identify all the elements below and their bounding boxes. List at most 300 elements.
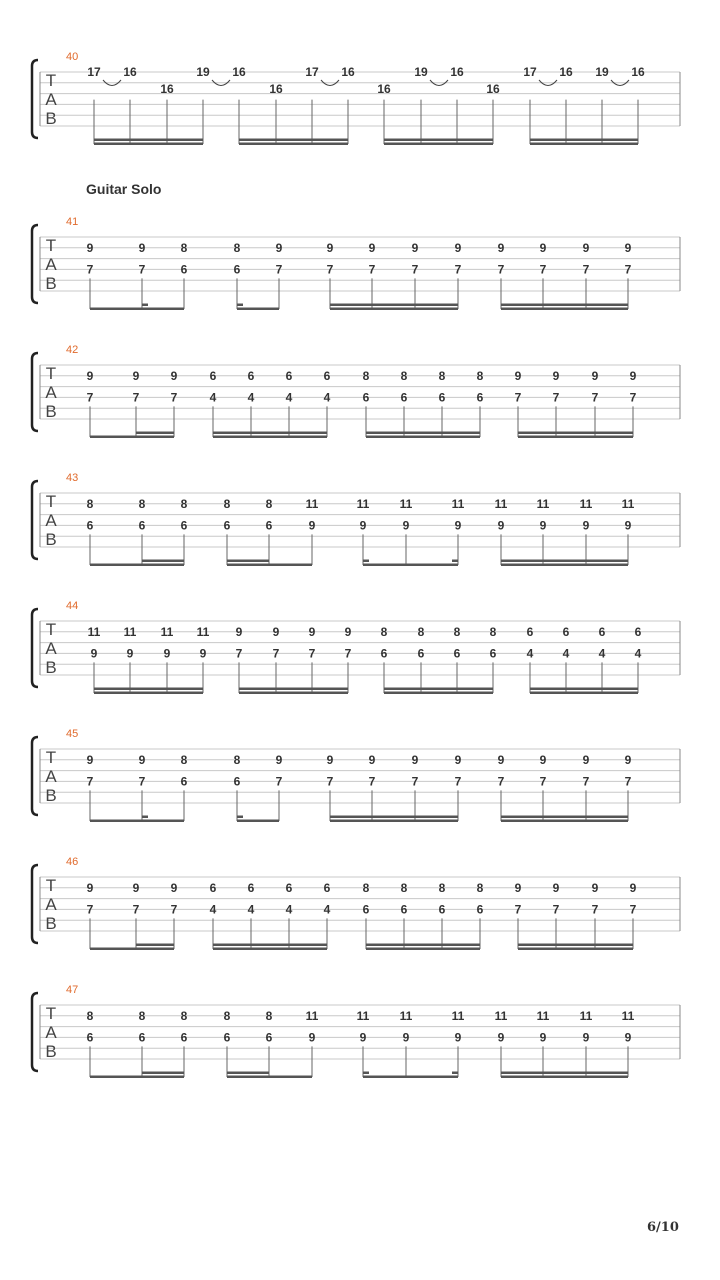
tab-note-string-2: 8	[438, 368, 446, 383]
tab-note-string-4: 6	[362, 390, 370, 405]
tab-note-string-2: 11	[579, 496, 593, 511]
beam-secondary	[330, 816, 458, 819]
tab-note: 16	[486, 81, 500, 96]
tab-note-string-4: 7	[138, 262, 146, 277]
beam-secondary	[213, 432, 327, 435]
beam	[501, 1076, 628, 1079]
tab-note-string-4: 6	[453, 646, 461, 661]
tab-note-string-4: 7	[275, 262, 283, 277]
beam-stub	[142, 816, 148, 819]
system-bracket	[32, 737, 38, 815]
tab-note-string-4: 7	[368, 774, 376, 789]
tab-system-47	[32, 984, 680, 1078]
tab-note-string-4: 6	[476, 902, 484, 917]
tab-note-string-2: 9	[411, 752, 419, 767]
beam-secondary	[530, 688, 638, 691]
tab-system-44	[32, 600, 680, 694]
tab-system-40	[32, 51, 680, 145]
tab-note-string-2: 6	[247, 368, 255, 383]
tab-note-string-4: 7	[86, 902, 94, 917]
tab-note-string-4: 7	[591, 390, 599, 405]
tab-note-string-2: 6	[285, 880, 293, 895]
tab-clef-letter: A	[45, 767, 57, 786]
tab-note: 16	[160, 81, 174, 96]
tab-clef-letter: T	[45, 876, 57, 895]
tab-note: 16	[559, 65, 573, 79]
tab-clef-letter: A	[45, 90, 57, 109]
tab-note-string-2: 8	[223, 1008, 231, 1023]
tab-note-string-4: 6	[380, 646, 388, 661]
tab-note: 16	[631, 65, 645, 79]
tab-note-string-2: 11	[494, 496, 508, 511]
tab-note-string-2: 9	[539, 752, 547, 767]
tab-note-string-2: 9	[454, 240, 462, 255]
tab-note-string-2: 9	[514, 880, 522, 895]
tab-note-string-2: 9	[514, 368, 522, 383]
beam	[501, 564, 628, 567]
tab-note-string-2: 8	[362, 368, 370, 383]
tab-note-string-2: 6	[526, 624, 534, 639]
tab-note-string-2: 6	[247, 880, 255, 895]
tab-note-string-4: 7	[132, 390, 140, 405]
section-label-guitar-solo: Guitar Solo	[86, 181, 162, 197]
tab-note-string-4: 9	[126, 646, 134, 661]
beam-secondary	[330, 304, 458, 307]
tab-note-string-2: 9	[411, 240, 419, 255]
system-bracket	[32, 225, 38, 303]
tab-note-string-4: 7	[624, 774, 632, 789]
tab-note-string-2: 11	[196, 624, 210, 639]
tab-note-string-2: 11	[87, 624, 101, 639]
tab-note-string-4: 9	[582, 518, 590, 533]
tab-note: 17	[523, 65, 537, 79]
tab-note-string-4: 9	[163, 646, 171, 661]
tab-note-string-4: 4	[247, 902, 255, 917]
tab-note-string-4: 9	[199, 646, 207, 661]
tab-note: 17	[305, 65, 319, 79]
beam-secondary	[142, 1072, 184, 1075]
tab-note-string-4: 7	[582, 262, 590, 277]
tab-note-string-2: 6	[562, 624, 570, 639]
tab-note-string-2: 11	[536, 1008, 550, 1023]
beam	[518, 948, 633, 951]
tab-note-string-2: 9	[170, 880, 178, 895]
tab-note-string-2: 8	[180, 752, 188, 767]
tab-clef-letter: T	[45, 620, 57, 639]
tab-note-string-2: 8	[86, 1008, 94, 1023]
tab-note-string-4: 9	[582, 1030, 590, 1045]
tab-note-string-2: 9	[629, 880, 637, 895]
tab-note-string-2: 6	[323, 368, 331, 383]
tab-clef-letter: T	[45, 1004, 57, 1023]
beam	[363, 1076, 458, 1079]
tab-system-41	[32, 216, 680, 310]
tab-note-string-2: 6	[285, 368, 293, 383]
tab-note-string-2: 9	[86, 880, 94, 895]
tab-clef-letter: A	[45, 511, 57, 530]
tab-note-string-4: 7	[326, 262, 334, 277]
tab-note-string-4: 7	[514, 390, 522, 405]
tab-note-string-4: 7	[629, 902, 637, 917]
tab-note-string-2: 6	[209, 880, 217, 895]
tab-note-string-4: 9	[497, 518, 505, 533]
tab-note-string-4: 7	[454, 262, 462, 277]
tab-note-string-2: 11	[621, 1008, 635, 1023]
tab-note-string-2: 8	[362, 880, 370, 895]
tab-system-43	[32, 472, 680, 566]
tab-note-string-2: 8	[233, 752, 241, 767]
beam	[227, 564, 312, 567]
beam	[90, 820, 184, 823]
tab-note-string-4: 9	[624, 518, 632, 533]
tab-note: 17	[87, 65, 101, 79]
beam-secondary	[530, 139, 638, 142]
tab-note-string-2: 11	[356, 496, 370, 511]
beam	[330, 820, 458, 823]
tab-note-string-4: 7	[624, 262, 632, 277]
tab-note-string-2: 8	[180, 240, 188, 255]
tab-note-string-2: 8	[400, 368, 408, 383]
tab-clef-letter: B	[45, 786, 57, 805]
tab-note-string-4: 7	[552, 390, 560, 405]
tab-note-string-4: 6	[438, 902, 446, 917]
tab-note-string-2: 9	[624, 240, 632, 255]
tab-note-string-2: 11	[451, 1008, 465, 1023]
tab-note-string-4: 7	[539, 774, 547, 789]
beam	[518, 436, 633, 439]
beam-stub	[237, 816, 243, 819]
tab-note-string-4: 7	[86, 774, 94, 789]
tab-note-string-2: 9	[132, 368, 140, 383]
tab-note-string-4: 7	[411, 774, 419, 789]
beam-stub	[452, 1072, 458, 1075]
tab-clef-letter: B	[45, 914, 57, 933]
tab-note-string-4: 6	[180, 774, 188, 789]
tab-note-string-4: 6	[400, 902, 408, 917]
tab-note-string-4: 7	[170, 902, 178, 917]
tab-note-string-2: 9	[454, 752, 462, 767]
tab-note-string-4: 9	[539, 1030, 547, 1045]
tab-note: 19	[595, 65, 609, 79]
tab-note-string-4: 7	[308, 646, 316, 661]
beam	[90, 436, 174, 439]
beam-secondary	[518, 944, 633, 947]
beam-secondary	[501, 1072, 628, 1075]
tab-note-string-2: 11	[356, 1008, 370, 1023]
tab-note-string-2: 9	[497, 240, 505, 255]
tab-note-string-2: 6	[323, 880, 331, 895]
tab-note-string-2: 6	[209, 368, 217, 383]
tab-note-string-4: 9	[624, 1030, 632, 1045]
beam-secondary	[142, 560, 184, 563]
measure-number: 47	[66, 984, 79, 996]
tab-note-string-4: 4	[209, 902, 217, 917]
tab-note-string-4: 7	[552, 902, 560, 917]
tab-note-string-2: 8	[476, 368, 484, 383]
tab-note-string-4: 7	[86, 262, 94, 277]
tab-note-string-4: 7	[497, 262, 505, 277]
system-bracket	[32, 993, 38, 1071]
tab-note-string-4: 7	[454, 774, 462, 789]
tab-note-string-2: 9	[326, 752, 334, 767]
beam	[239, 143, 348, 146]
measure-number: 42	[66, 344, 79, 356]
tab-note: 19	[414, 65, 428, 79]
tab-note-string-2: 8	[400, 880, 408, 895]
beam-stub	[237, 304, 243, 307]
tab-note-string-2: 8	[138, 1008, 146, 1023]
tab-note-string-4: 7	[326, 774, 334, 789]
tab-note-string-2: 11	[305, 496, 319, 511]
tab-note-string-4: 7	[591, 902, 599, 917]
tab-clef-letter: A	[45, 1023, 57, 1042]
tab-note-string-4: 6	[233, 774, 241, 789]
tab-note-string-2: 8	[138, 496, 146, 511]
tab-note-string-2: 9	[582, 240, 590, 255]
tab-clef-letter: T	[45, 236, 57, 255]
tab-note-string-4: 6	[138, 1030, 146, 1045]
tab-note-string-2: 8	[233, 240, 241, 255]
page-number: 6/10	[647, 1220, 679, 1235]
system-bracket	[32, 481, 38, 559]
beam	[90, 948, 174, 951]
beam	[90, 308, 184, 311]
tab-note-string-4: 9	[359, 1030, 367, 1045]
tab-note-string-2: 9	[86, 752, 94, 767]
tab-note-string-2: 8	[417, 624, 425, 639]
tab-clef-letter: A	[45, 383, 57, 402]
tab-note-string-2: 8	[223, 496, 231, 511]
tab-note-string-4: 6	[180, 1030, 188, 1045]
system-bracket	[32, 60, 38, 138]
tab-note: 16	[232, 65, 246, 79]
beam-secondary	[366, 944, 480, 947]
beam	[237, 308, 279, 311]
tab-note-string-2: 9	[591, 368, 599, 383]
tab-note-string-2: 9	[170, 368, 178, 383]
tab-note-string-4: 4	[209, 390, 217, 405]
beam-secondary	[239, 139, 348, 142]
beam-secondary	[384, 688, 493, 691]
tab-note-string-4: 4	[526, 646, 534, 661]
tab-note-string-4: 7	[368, 262, 376, 277]
tab-note-string-4: 7	[344, 646, 352, 661]
tab-note-string-2: 9	[86, 368, 94, 383]
tab-note-string-2: 9	[552, 368, 560, 383]
tab-note-string-4: 7	[629, 390, 637, 405]
tab-note-string-4: 9	[454, 1030, 462, 1045]
measure-number: 44	[66, 600, 79, 612]
tab-note-string-2: 11	[399, 1008, 413, 1023]
tab-clef-letter: A	[45, 639, 57, 658]
beam	[501, 820, 628, 823]
tab-note-string-4: 7	[582, 774, 590, 789]
tab-note-string-4: 9	[454, 518, 462, 533]
tab-note-string-4: 6	[400, 390, 408, 405]
beam	[90, 564, 184, 567]
tab-clef-letter: B	[45, 109, 57, 128]
tab-note-string-2: 8	[265, 1008, 273, 1023]
beam-secondary	[213, 944, 327, 947]
tab-note-string-2: 8	[476, 880, 484, 895]
beam-stub	[363, 560, 369, 563]
tab-note-string-2: 9	[235, 624, 243, 639]
tab-note-string-2: 8	[380, 624, 388, 639]
beam	[530, 143, 638, 146]
measure-number: 40	[66, 51, 79, 63]
beam	[366, 436, 480, 439]
tab-note-string-2: 11	[451, 496, 465, 511]
beam	[330, 308, 458, 311]
tab-note-string-4: 4	[634, 646, 642, 661]
tab-note-string-4: 7	[235, 646, 243, 661]
tab-note-string-4: 9	[402, 1030, 410, 1045]
tab-note-string-4: 6	[180, 262, 188, 277]
tab-note-string-2: 8	[265, 496, 273, 511]
tab-note-string-2: 9	[308, 624, 316, 639]
tab-note-string-2: 9	[86, 240, 94, 255]
tab-clef-letter: B	[45, 530, 57, 549]
beam-secondary	[501, 560, 628, 563]
tab-note-string-4: 9	[402, 518, 410, 533]
tab-note-string-2: 9	[368, 752, 376, 767]
tab-system-45	[32, 728, 680, 822]
tab-note-string-2: 11	[494, 1008, 508, 1023]
beam-secondary	[136, 432, 174, 435]
tab-note-string-4: 6	[233, 262, 241, 277]
tab-note-string-4: 6	[489, 646, 497, 661]
beam	[94, 143, 203, 146]
tab-clef-letter: T	[45, 748, 57, 767]
tab-note: 16	[341, 65, 355, 79]
tab-note-string-2: 9	[344, 624, 352, 639]
tab-note-string-2: 9	[275, 240, 283, 255]
tab-note-string-4: 9	[497, 1030, 505, 1045]
tab-clef-letter: B	[45, 658, 57, 677]
beam-secondary	[518, 432, 633, 435]
beam	[227, 1076, 312, 1079]
tab-note-string-2: 9	[368, 240, 376, 255]
tab-clef-letter: T	[45, 71, 57, 90]
tab-note: 16	[123, 65, 137, 79]
tab-note-string-4: 6	[476, 390, 484, 405]
tab-clef-letter: T	[45, 492, 57, 511]
beam-stub	[142, 304, 148, 307]
tab-clef-letter: T	[45, 364, 57, 383]
beam	[213, 436, 327, 439]
tab-note-string-2: 8	[453, 624, 461, 639]
tab-note-string-4: 6	[138, 518, 146, 533]
tab-clef-letter: A	[45, 255, 57, 274]
tab-note-string-2: 9	[591, 880, 599, 895]
measure-number: 45	[66, 728, 79, 740]
tab-note-string-4: 6	[223, 518, 231, 533]
beam-secondary	[501, 304, 628, 307]
tab-note-string-4: 7	[539, 262, 547, 277]
tab-note-string-2: 8	[86, 496, 94, 511]
tab-note-string-4: 7	[411, 262, 419, 277]
tab-clef-letter: B	[45, 1042, 57, 1061]
tab-note-string-2: 9	[552, 880, 560, 895]
tab-note-string-2: 8	[180, 496, 188, 511]
beam-stub	[452, 560, 458, 563]
beam	[384, 692, 493, 695]
tab-note-string-2: 9	[629, 368, 637, 383]
tab-note-string-4: 6	[417, 646, 425, 661]
tab-note-string-4: 7	[138, 774, 146, 789]
tab-note-string-4: 6	[438, 390, 446, 405]
beam-stub	[363, 1072, 369, 1075]
tab-note-string-2: 11	[305, 1008, 319, 1023]
system-bracket	[32, 865, 38, 943]
tab-note-string-4: 7	[170, 390, 178, 405]
tab-note: 16	[377, 81, 391, 96]
tab-note-string-4: 7	[86, 390, 94, 405]
tab-note-string-4: 7	[272, 646, 280, 661]
measure-number: 43	[66, 472, 79, 484]
tab-note-string-2: 8	[180, 1008, 188, 1023]
tab-note-string-2: 11	[123, 624, 137, 639]
beam	[384, 143, 493, 146]
tab-note-string-4: 4	[323, 390, 331, 405]
beam-secondary	[366, 432, 480, 435]
measure-number: 46	[66, 856, 79, 868]
tab-note-string-2: 9	[275, 752, 283, 767]
tab-note-string-4: 9	[308, 1030, 316, 1045]
tab-note-string-4: 6	[223, 1030, 231, 1045]
tab-note-string-2: 11	[579, 1008, 593, 1023]
beam-secondary	[136, 944, 174, 947]
tab-note-string-2: 11	[536, 496, 550, 511]
beam-secondary	[94, 139, 203, 142]
tab-note-string-2: 9	[326, 240, 334, 255]
tab-clef-letter: B	[45, 274, 57, 293]
tab-note-string-4: 4	[323, 902, 331, 917]
tab-note: 19	[196, 65, 210, 79]
tab-note-string-4: 9	[308, 518, 316, 533]
tab-note-string-2: 6	[598, 624, 606, 639]
tab-note-string-2: 9	[497, 752, 505, 767]
tab-note-string-2: 9	[138, 240, 146, 255]
tab-note-string-4: 7	[497, 774, 505, 789]
tab-note-string-2: 9	[539, 240, 547, 255]
tab-note-string-4: 9	[539, 518, 547, 533]
tab-system-42	[32, 344, 680, 438]
tab-note-string-4: 7	[132, 902, 140, 917]
beam	[90, 1076, 184, 1079]
beam-secondary	[227, 560, 269, 563]
tab-note-string-4: 6	[362, 902, 370, 917]
beam-secondary	[94, 688, 203, 691]
tab-note-string-2: 9	[138, 752, 146, 767]
tab-note-string-4: 4	[598, 646, 606, 661]
tab-note-string-4: 6	[180, 518, 188, 533]
tab-system-46	[32, 856, 680, 950]
tab-note-string-4: 7	[514, 902, 522, 917]
tab-note-string-4: 9	[90, 646, 98, 661]
beam-secondary	[239, 688, 348, 691]
tab-note-string-4: 9	[359, 518, 367, 533]
measure-number: 41	[66, 216, 79, 228]
beam	[366, 948, 480, 951]
beam-secondary	[501, 816, 628, 819]
tab-note-string-2: 8	[489, 624, 497, 639]
tab-note-string-2: 9	[132, 880, 140, 895]
tab-note-string-2: 8	[438, 880, 446, 895]
tab-note: 16	[450, 65, 464, 79]
tab-note-string-2: 9	[624, 752, 632, 767]
tab-note-string-4: 7	[275, 774, 283, 789]
